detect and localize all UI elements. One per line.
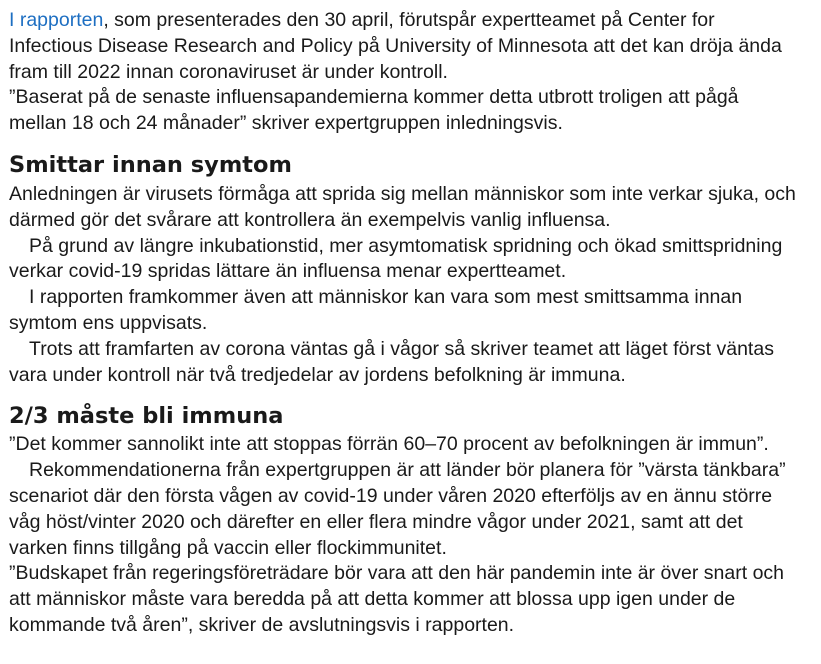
section2-p1-line-4: varken finns tillgång på vaccin eller flockimmunitet. bbox=[9, 536, 447, 559]
intro-line-2: Infectious Disease Research and Policy på University of Minnesota att det kan dröja ända bbox=[9, 34, 782, 57]
section-heading-immuna: 2/3 måste bli immuna bbox=[9, 403, 284, 430]
section2-p1-line-2: scenariot där den första vågen av covid-19 under våren 2020 efterföljs av en ännu större bbox=[9, 484, 773, 507]
section2-quote-1 bbox=[9, 432, 821, 458]
section2-q2-line-2: att människor måste vara beredda på att detta kommer att blossa upp igen under de bbox=[9, 588, 736, 611]
intro-line-1 bbox=[9, 8, 821, 34]
section2-p1-line-1: Rekommendationerna från expertgruppen är att länder bör planera för ”värsta tänkbara” bbox=[29, 459, 786, 482]
intro-line-3: fram till 2022 innan coronaviruset är under kontroll. bbox=[9, 60, 448, 83]
section1-p1-line-2: därmed gör det svårare att kontrollera än exempelvis vanlig influensa. bbox=[9, 208, 611, 231]
section1-p4-line-2: vara under kontroll när två tredjedelar av jordens befolkning är immuna. bbox=[9, 363, 626, 386]
section1-p4-line-1: Trots att framfarten av corona väntas gå i vågor så skriver teamet att läget först väntas bbox=[29, 337, 774, 360]
section1-p2-line-1: På grund av längre inkubationstid, mer asymtomatisk spridning och ökad smittspridning bbox=[29, 234, 783, 257]
section1-p2-line-2: verkar covid-19 spridas lättare än influensa menar expertteamet. bbox=[9, 260, 567, 283]
section1-p1-line-1: Anledningen är virusets förmåga att sprida sig mellan människor som inte verkar sjuka, och bbox=[9, 182, 796, 205]
section2-q2-line-1: ”Budskapet från regeringsföreträdare bör vara att den här pandemin inte är över snart och bbox=[9, 562, 785, 585]
section2-q2-line-3: kommande två åren”, skriver de avslutningsvis i rapporten. bbox=[9, 613, 515, 636]
section2-q1-line-1: ”Det kommer sannolikt inte att stoppas förrän 60–70 procent av befolkningen är immun”. bbox=[9, 433, 769, 456]
section1-paragraph-4 bbox=[9, 337, 821, 389]
section1-paragraph-2 bbox=[9, 234, 821, 286]
report-link[interactable]: I rapporten bbox=[9, 9, 104, 31]
section1-paragraph-1 bbox=[9, 182, 821, 234]
section1-p3-line-1: I rapporten framkommer även att människor kan vara som mest smittsamma innan bbox=[29, 286, 743, 309]
intro-quote-line-1: ”Baserat på de senaste influensapandemierna kommer detta utbrott troligen att pågå bbox=[9, 86, 739, 109]
intro-paragraph bbox=[9, 8, 821, 137]
intro-quote-line-2: mellan 18 och 24 månader” skriver expertgruppen inledningsvis. bbox=[9, 112, 563, 135]
section1-paragraph-3 bbox=[9, 285, 821, 337]
section2-quote-2 bbox=[9, 561, 821, 638]
section2-paragraph-1 bbox=[9, 458, 821, 561]
intro-line-1-text: , som presenterades den 30 april, förutspår expertteamet på Center for bbox=[103, 9, 715, 31]
section2-p1-line-3: våg höst/vinter 2020 och därefter en eller flera mindre vågor under 2021, samt att det bbox=[9, 510, 743, 533]
section1-p3-line-2: symtom ens uppvisats. bbox=[9, 311, 208, 334]
section-heading-smittar: Smittar innan symtom bbox=[9, 151, 292, 178]
article-body bbox=[9, 8, 821, 639]
